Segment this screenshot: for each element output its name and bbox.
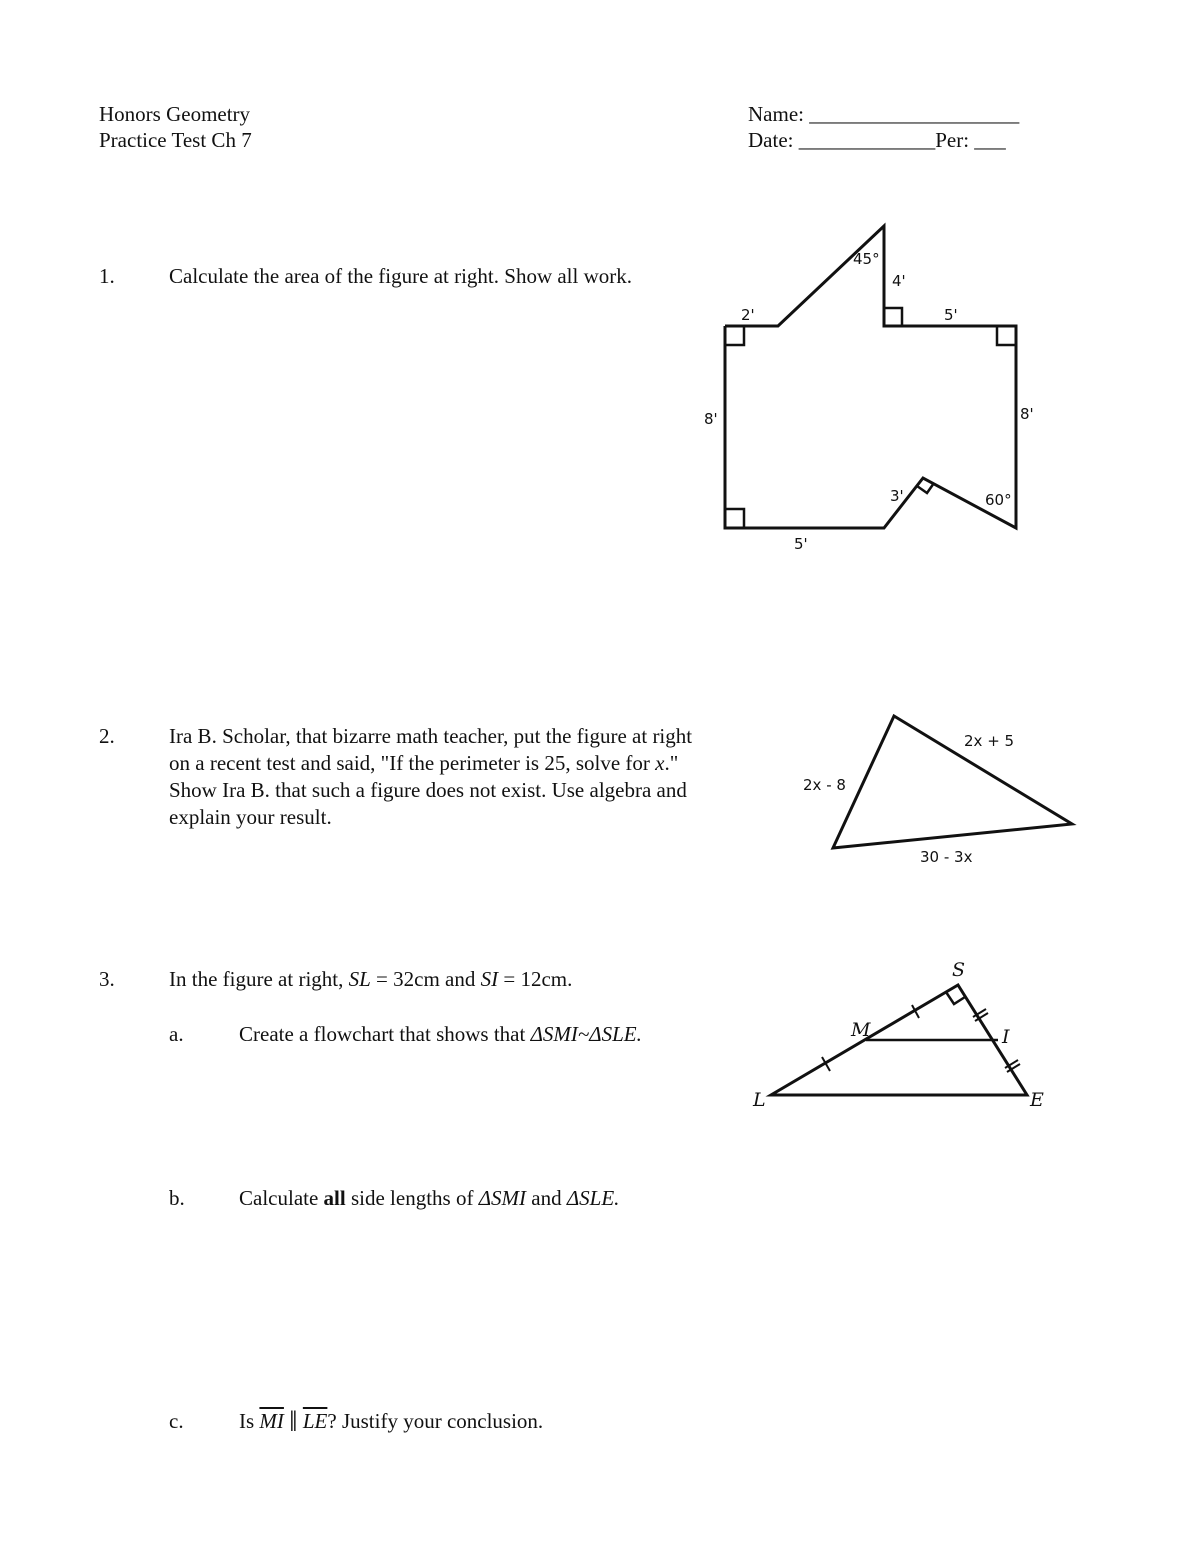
q3-label-e: E (1030, 1089, 1044, 1111)
date-period-field: Date: _____________Per: ___ (748, 128, 1006, 152)
q3-seg-sl: SL (348, 967, 371, 991)
q1-label-45: 45° (853, 250, 880, 268)
q3b-letter: b. (169, 1186, 185, 1210)
q3-number: 3. (99, 967, 115, 991)
q2-label-bottom: 30 - 3x (920, 848, 973, 866)
q3a-expression: ΔSMI~ΔSLE. (530, 1022, 642, 1046)
course-title: Honors Geometry (99, 102, 251, 126)
q1-text: Calculate the area of the figure at right. Show all work. (169, 264, 633, 288)
q2-label-right: 2x + 5 (964, 732, 1015, 750)
q1-label-5-bottom: 5' (794, 535, 808, 553)
q3b-expr2: ΔSLE. (566, 1186, 620, 1210)
q3-label-l: L (753, 1089, 766, 1111)
q1-figure (0, 0, 1200, 600)
q1-label-60: 60° (985, 491, 1012, 509)
q1-label-4: 4' (892, 272, 906, 290)
q3b-text (239, 1185, 619, 1212)
q2-line-3: Show Ira B. that such a figure does not exist. Use algebra and (169, 778, 687, 802)
q3b-and: and (531, 1186, 562, 1210)
q3c-parallel-symbol: ‖ (289, 1405, 298, 1438)
q3-label-i: I (1002, 1026, 1010, 1048)
q3c-is: Is (239, 1409, 255, 1433)
q3c-rest: ? Justify your conclusion. (327, 1409, 544, 1433)
q1-polygon (725, 226, 1016, 528)
q3-eq2: = 12cm. (503, 967, 573, 991)
q3c-letter: c. (169, 1409, 184, 1433)
name-field: Name: ____________________ (748, 102, 1020, 126)
q1-right-angle-top-left (725, 326, 744, 345)
q3c-seg-mi: $\overline{MI}$ (259, 1409, 284, 1433)
q3a-prompt: Create a flowchart that shows that (239, 1022, 526, 1046)
q1-label-8-right: 8' (1020, 405, 1034, 423)
q3-label-s: S (952, 959, 966, 981)
q2-line-4: explain your result. (169, 805, 332, 829)
q2-figure (0, 600, 1200, 900)
q3a-letter: a. (169, 1022, 184, 1046)
test-title: Practice Test Ch 7 (99, 128, 252, 152)
q3b-expr1: ΔSMI (478, 1186, 527, 1210)
q3-eq1: = 32cm and (376, 967, 476, 991)
q3-figure (0, 950, 1200, 1120)
q1-right-angle-bottom-left (725, 509, 744, 528)
q1-label-8-left: 8' (704, 410, 718, 428)
q1-number: 1. (99, 264, 115, 288)
q1-label-2: 2' (741, 306, 755, 324)
q1-right-angle-notch (884, 308, 902, 326)
q2-line-1: Ira B. Scholar, that bizarre math teacher, put the figure at right (169, 724, 693, 748)
q3c-text (239, 1405, 544, 1438)
q2-number: 2. (99, 724, 115, 748)
q3b-pre: Calculate (239, 1186, 319, 1210)
q3b-mid: side lengths of (350, 1186, 474, 1210)
q3c-seg-le: $\overline{LE}$ (302, 1409, 328, 1433)
q2-line-2: on a recent test and said, "If the perimeter is 25, solve for x." (169, 751, 679, 775)
q1-label-5-top: 5' (944, 306, 958, 324)
q1-right-angle-top-right (997, 326, 1016, 345)
q2-label-left: 2x - 8 (803, 776, 846, 794)
q3-seg-si: SI (480, 967, 499, 991)
q3-label-m: M (851, 1019, 871, 1041)
q3-intro-pre: In the figure at right, (169, 967, 344, 991)
q3b-bold: all (323, 1186, 346, 1210)
q1-label-3: 3' (890, 487, 904, 505)
q2-triangle (833, 716, 1072, 848)
